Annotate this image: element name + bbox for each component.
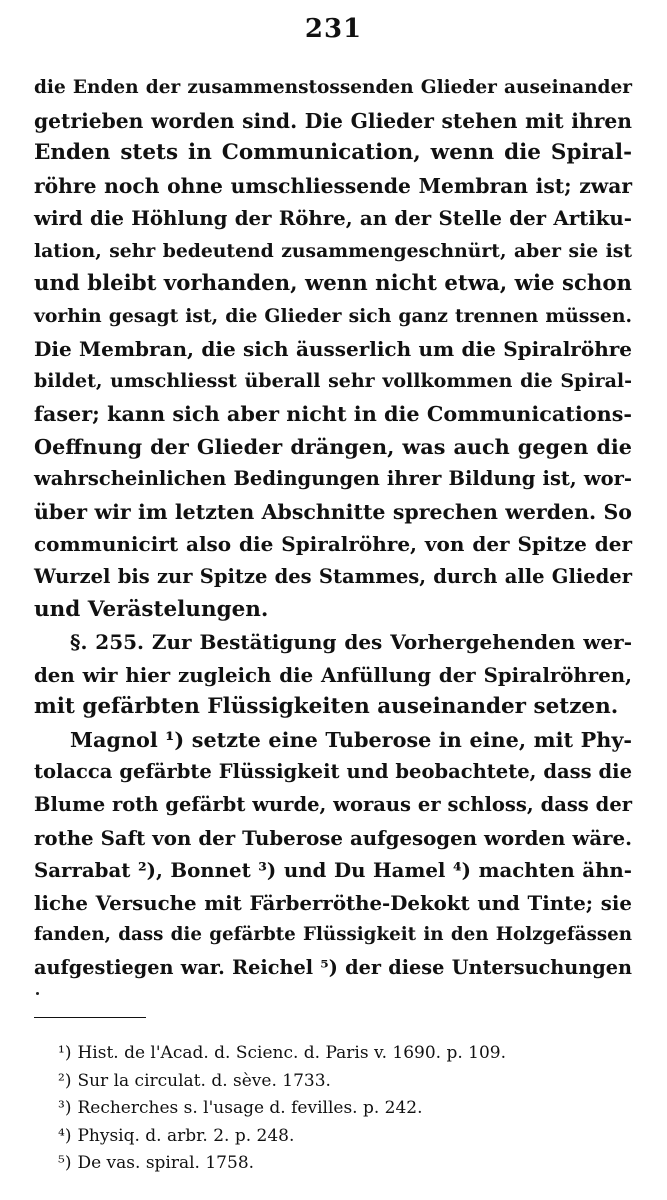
footnote-1 <box>58 1040 618 1068</box>
page-number: 231 <box>304 14 363 44</box>
section-heading-line: §. 255. Zur Bestätigung des Vorhergehenden wer- <box>70 630 632 655</box>
footnote-2 <box>58 1068 618 1096</box>
text-line: liche Versuche mit Färberröthe-Dekokt und Tinte; sie <box>34 890 632 915</box>
text-line: communicirt also die Spiralröhre, von der Spitze der <box>34 532 632 557</box>
text-line: fanden, dass die gefärbte Flüssigkeit in den Holzgefässen <box>34 924 632 946</box>
text-line: Blume roth gefärbt wurde, woraus er schloss, dass der <box>34 793 632 817</box>
text-line: rothe Saft von der Tuberose aufgesogen worden wäre. <box>34 825 632 850</box>
footnote-separator <box>34 1017 146 1018</box>
footnote-marker: ⁴) <box>58 1125 72 1146</box>
text-line: bildet, umschliesst überall sehr vollkommen die Spiral- <box>34 370 632 393</box>
text-line: getrieben worden sind. Die Glieder stehen mit ihren <box>34 108 632 133</box>
text-line: den wir hier zugleich die Anfüllung der Spiralröhren, <box>34 662 632 687</box>
footnote-marker: ²) <box>58 1070 72 1091</box>
body-text <box>34 72 632 985</box>
footnotes <box>58 1040 618 1178</box>
footnote-text: Physiq. d. arbr. 2. p. 248. <box>77 1125 295 1146</box>
footnote-5 <box>58 1150 618 1178</box>
text-line: über wir im letzten Abschnitte sprechen werden. So <box>34 499 632 524</box>
footnote-3 <box>58 1095 618 1123</box>
footnote-text: Recherches s. l'usage d. fevilles. p. 242. <box>77 1098 423 1118</box>
text-line: wird die Höhlung der Röhre, an der Stelle der Artiku- <box>34 206 632 231</box>
text-line: und Verästelungen. <box>34 596 269 622</box>
footnote-marker: ⁵) <box>58 1153 72 1173</box>
text-line: Enden stets in Communication, wenn die Spiral- <box>34 140 632 166</box>
text-line: faser; kann sich aber nicht in die Communications- <box>34 401 632 426</box>
text-line: und bleibt vorhanden, wenn nicht etwa, wie schon <box>34 270 632 296</box>
text-line: mit gefärbten Flüssigkeiten auseinander setzen. <box>34 694 619 720</box>
text-line: tolacca gefärbte Flüssigkeit und beobachtete, dass die <box>34 760 632 784</box>
footnote-text: De vas. spiral. 1758. <box>77 1153 255 1173</box>
text-line: Oeffnung der Glieder drängen, was auch gegen die <box>34 434 632 459</box>
ink-speck <box>36 992 39 995</box>
text-line: Die Membran, die sich äusserlich um die Spiralröhre <box>34 336 632 361</box>
footnote-text: Hist. de l'Acad. d. Scienc. d. Paris v. 1690. p. 109. <box>77 1043 506 1063</box>
text-line: Sarrabat ²), Bonnet ³) und Du Hamel ⁴) machten ähn- <box>34 858 632 883</box>
text-line: vorhin gesagt ist, die Glieder sich ganz trennen müssen. <box>34 305 632 328</box>
text-line: lation, sehr bedeutend zusammengeschnürt, aber sie ist <box>34 239 632 262</box>
text-line: Wurzel bis zur Spitze des Stammes, durch alle Glieder <box>34 564 632 588</box>
paragraph-start-line: Magnol ¹) setzte eine Tuberose in eine, mit Phy- <box>70 727 632 752</box>
footnote-marker: ³) <box>58 1098 72 1118</box>
text-line: wahrscheinlichen Bedingungen ihrer Bildung ist, wor- <box>34 467 632 491</box>
footnote-marker: ¹) <box>58 1043 72 1063</box>
text-line: aufgestiegen war. Reichel ⁵) der diese Untersuchungen <box>34 956 632 980</box>
text-line: röhre noch ohne umschliessende Membran ist; zwar <box>34 173 632 198</box>
text-line: die Enden der zusammenstossenden Glieder auseinander <box>34 77 632 98</box>
footnote-text: Sur la circulat. d. sève. 1733. <box>77 1070 331 1091</box>
footnote-4 <box>58 1123 618 1151</box>
